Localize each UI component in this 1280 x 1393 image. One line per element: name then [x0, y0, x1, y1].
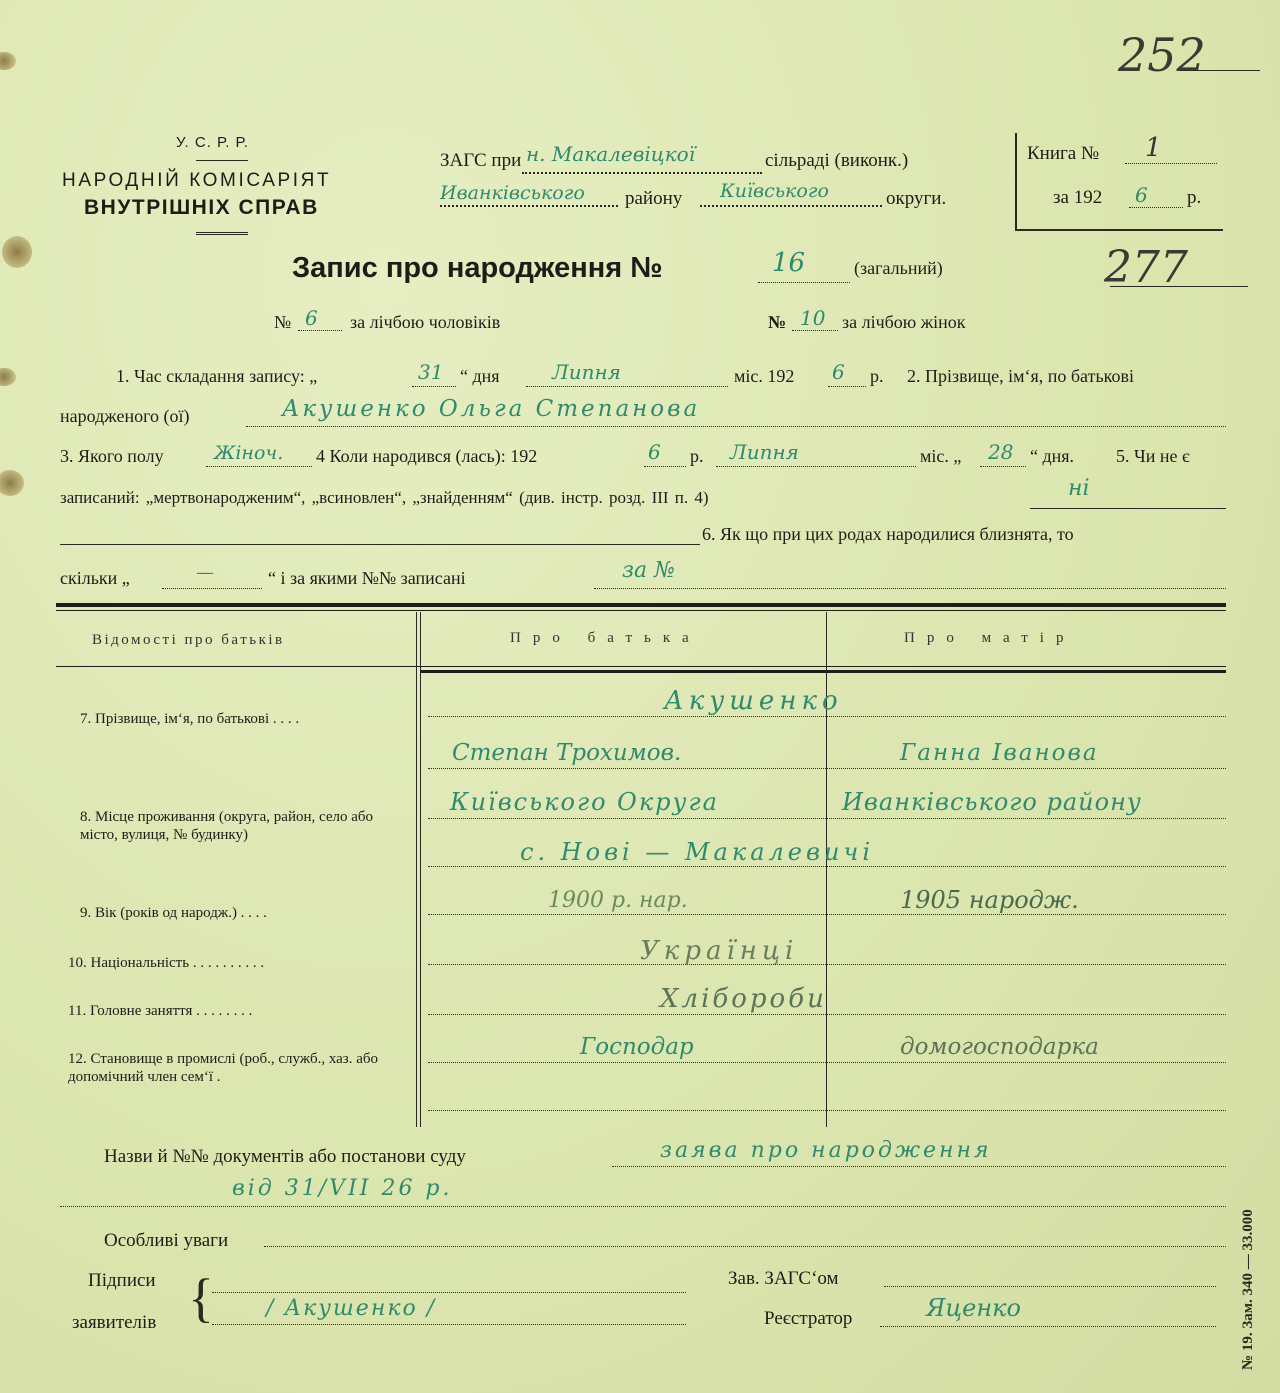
- documents-field[interactable]: [612, 1166, 1226, 1167]
- f4-day-field[interactable]: [980, 466, 1026, 467]
- book-number-value: 1: [1145, 133, 1162, 163]
- f5-value: ні: [1068, 476, 1090, 501]
- father-position: Господар: [580, 1034, 694, 1060]
- f4-year-field[interactable]: [644, 466, 686, 467]
- punch-hole: [0, 52, 16, 70]
- f1-month-field[interactable]: [526, 386, 728, 387]
- f1-day-value: 31: [418, 360, 444, 384]
- f1-year-suffix: р.: [870, 366, 884, 386]
- district-field[interactable]: [440, 205, 618, 207]
- f5-label-cont: записаний: „мертвонародженим“, „всиновлен“, „знайденням“ (див. інстр. розд. III п. 4): [60, 488, 709, 507]
- shared-nationality: Українці: [640, 936, 799, 966]
- district-label: району: [625, 188, 683, 209]
- documents-value-cont: від 31/VII 26 р.: [232, 1176, 453, 1201]
- signatures-value: / Акушенко /: [266, 1296, 437, 1321]
- f3-sex-field[interactable]: [206, 466, 312, 467]
- row-label-residence: [80, 808, 412, 844]
- punch-hole: [0, 470, 24, 496]
- row-line[interactable]: [428, 818, 1226, 819]
- remarks-field[interactable]: [264, 1246, 1226, 1247]
- f1-year-digit: 6: [832, 360, 845, 384]
- registrar-signature-field[interactable]: [880, 1326, 1216, 1327]
- father-age: 1900 р. нар.: [548, 888, 688, 913]
- commissariat-line1: НАРОДНІЙ КОМІСАРІЯТ: [62, 170, 332, 191]
- archive-number-top: 252: [1118, 28, 1206, 82]
- shared-residence-2: с. Нові — Макалевичі: [520, 838, 875, 866]
- f1-day-field[interactable]: [412, 386, 456, 387]
- mother-residence-1: Иванківського району: [842, 788, 1142, 816]
- f5-value-field-cont[interactable]: [60, 544, 700, 545]
- men-number-value: 6: [305, 306, 318, 330]
- documents-value: заява про народження: [660, 1138, 992, 1163]
- f4-day-value: 28: [988, 440, 1014, 464]
- table-header-mother: Про матір: [904, 630, 1076, 646]
- mother-name: Ганна Іванова: [900, 740, 1099, 766]
- f4-month-field[interactable]: [716, 466, 916, 467]
- book-year-digit: 6: [1135, 183, 1148, 207]
- f2-label-cont: народженого (ої): [60, 406, 190, 426]
- f3-sex-value: Жіноч.: [214, 442, 284, 464]
- zags-prefix: ЗАГС при: [440, 150, 522, 171]
- f2-name-value: Акушенко Ольга Степанова: [282, 396, 701, 422]
- men-label: за лічбою чоловіків: [350, 312, 501, 332]
- zags-suffix: сільраді (виконк.): [765, 150, 909, 171]
- commissariat-line2: ВНУТРІШНІХ СПРАВ: [84, 196, 319, 219]
- row-line[interactable]: [428, 716, 1226, 717]
- father-mother-surname: Акушенко: [664, 686, 843, 716]
- f4-month-suffix: міс. „: [920, 446, 962, 466]
- book-box: [1015, 133, 1223, 231]
- state-label: У. С. Р. Р.: [176, 134, 249, 151]
- signatures-label-1: Підписи: [88, 1270, 156, 1291]
- f6-how-many-field[interactable]: [162, 588, 262, 589]
- okrug-value: Київського: [720, 180, 829, 202]
- f6-numbers-field[interactable]: [594, 588, 1226, 589]
- f6-numbers-value: за №: [622, 558, 675, 583]
- column-divider: [416, 612, 421, 1127]
- women-number-field[interactable]: [792, 330, 838, 331]
- f5-value-field[interactable]: [1030, 508, 1226, 509]
- f2-label: 2. Прізвище, ім‘я, по батькові: [907, 366, 1134, 386]
- shared-occupation: Хлібороби: [660, 984, 827, 1014]
- f1-year-field[interactable]: [828, 386, 866, 387]
- remarks-label: Особливі уваги: [104, 1230, 229, 1251]
- strike-line: [1180, 70, 1260, 71]
- head-label: Зав. ЗАГС‘ом: [728, 1268, 839, 1289]
- row-label-occupation: 11. Головне заняття . . . . . . . .: [68, 1003, 253, 1019]
- f6-how-many-value: —: [196, 562, 214, 583]
- book-label: Книга №: [1027, 143, 1100, 164]
- brace-icon: {: [188, 1268, 214, 1328]
- row-label-surname: 7. Прізвище, ім‘я, по батькові . . . .: [80, 711, 300, 727]
- divider: [196, 232, 248, 235]
- row-label-position-text: 12. Становище в промислі (роб., служб., хаз. або допомічний член сем‘ї .: [68, 1051, 378, 1085]
- women-label: за лічбою жінок: [842, 312, 966, 332]
- book-year-field[interactable]: [1129, 207, 1183, 208]
- signature-field-1[interactable]: [212, 1292, 686, 1293]
- documents-field-cont[interactable]: [60, 1206, 1226, 1207]
- record-number-field[interactable]: [758, 282, 850, 283]
- table-top-rule-thin: [56, 610, 1226, 611]
- men-no-label: №: [274, 312, 292, 332]
- divider: [196, 160, 248, 161]
- row-label-age: 9. Вік (років од народж.) . . . .: [80, 905, 267, 921]
- row-line[interactable]: [428, 1110, 1226, 1111]
- table-header-rule-thick: [420, 670, 1226, 673]
- record-number-value: 16: [772, 248, 806, 278]
- mother-position: домогосподарка: [900, 1034, 1099, 1060]
- row-label-position: [68, 1050, 414, 1086]
- zags-village-value: н. Макалевіцкої: [526, 142, 696, 166]
- row-line[interactable]: [428, 768, 1226, 769]
- men-number-field[interactable]: [298, 330, 342, 331]
- women-no-label: №: [768, 312, 787, 332]
- f3-label: 3. Якого полу: [60, 446, 164, 466]
- table-top-rule: [56, 603, 1226, 607]
- registrar-value: Яценко: [926, 1294, 1021, 1322]
- f4-label: 4 Коли народився (лась): 192: [316, 446, 538, 466]
- archive-number-second: 277: [1104, 242, 1188, 293]
- table-header-info: Відомості про батьків: [92, 632, 285, 648]
- father-residence-1: Київського Округа: [450, 788, 719, 816]
- registrar-label: Реєстратор: [764, 1308, 853, 1329]
- book-year-prefix: за 192: [1053, 187, 1103, 208]
- f4-year-digit: 6: [648, 440, 661, 464]
- okrug-field[interactable]: [700, 205, 882, 207]
- row-label-residence-text: 8. Місце проживання (округа, район, село або місто, вулиця, № будинку): [80, 809, 374, 843]
- f6-how-many-label: скільки „: [60, 568, 130, 588]
- table-header-father: Про батька: [510, 630, 701, 646]
- row-line[interactable]: [428, 914, 1226, 915]
- book-number-field[interactable]: [1125, 163, 1217, 164]
- punch-hole: [0, 368, 16, 386]
- f1-day-suffix: “ дня: [460, 366, 500, 386]
- book-year-suffix: р.: [1187, 187, 1202, 208]
- f6-label: 6. Як що при цих родах народилися близнята, то: [702, 524, 1074, 544]
- row-line[interactable]: [428, 1014, 1226, 1015]
- women-number-value: 10: [800, 306, 826, 330]
- okrug-label: округи.: [886, 188, 947, 209]
- f2-name-field[interactable]: [246, 426, 1226, 427]
- print-info: № 19. Зам. 340 — 33.000: [1240, 1209, 1256, 1370]
- row-line[interactable]: [428, 866, 1226, 867]
- f4-year-suffix: р.: [690, 446, 704, 466]
- zags-village-field[interactable]: [522, 172, 762, 174]
- signature-field-2[interactable]: [212, 1324, 686, 1325]
- strike-line: [1110, 286, 1248, 287]
- f1-label: 1. Час складання запису: „: [116, 366, 318, 386]
- father-name: Степан Трохимов.: [452, 740, 682, 766]
- documents-label: Назви й №№ документів або постанови суду: [104, 1146, 466, 1167]
- table-header-rule: [56, 666, 1226, 667]
- f5-label: 5. Чи не є: [1116, 446, 1190, 466]
- row-line[interactable]: [428, 1062, 1226, 1063]
- row-line[interactable]: [428, 964, 1226, 965]
- mother-age: 1905 народж.: [900, 886, 1079, 914]
- district-value: Иванківського: [440, 182, 585, 204]
- row-label-nationality: 10. Національність . . . . . . . . . .: [68, 955, 265, 971]
- f1-month-value: Липня: [552, 360, 621, 384]
- f1-month-suffix: міс. 192: [734, 366, 795, 386]
- signatures-label-2: заявителів: [72, 1312, 157, 1333]
- record-title: Запис про народження №: [292, 252, 663, 284]
- punch-hole: [2, 236, 32, 268]
- record-general-label: (загальний): [854, 258, 943, 278]
- f4-month-value: Липня: [730, 440, 799, 464]
- f6-numbers-label: “ і за якими №№ записані: [268, 568, 466, 588]
- f4-day-suffix: “ дня.: [1030, 446, 1075, 466]
- head-signature-field[interactable]: [884, 1286, 1216, 1287]
